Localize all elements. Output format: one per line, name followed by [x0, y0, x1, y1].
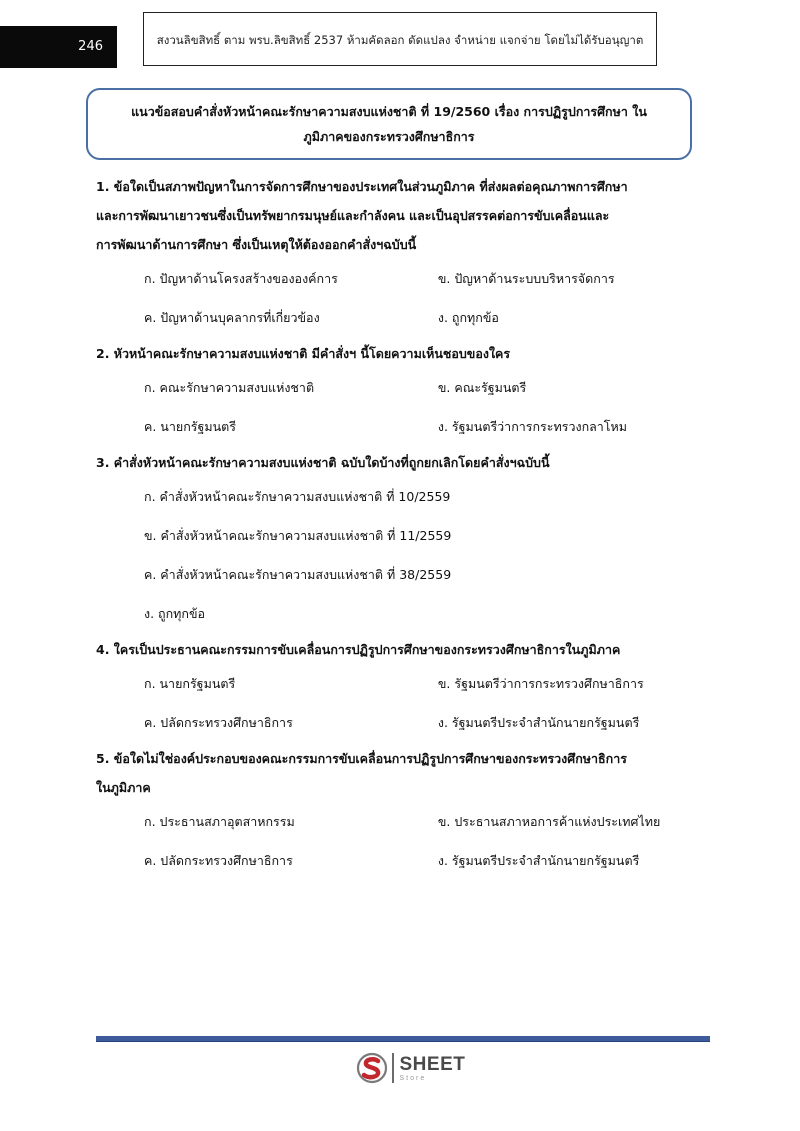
choice-d[interactable]: ง. รัฐมนตรีประจำสำนักนายกรัฐมนตรี [437, 714, 640, 730]
question-1-line-2: และการพัฒนาเยาวชนซึ่งเป็นทรัพยากรมนุษย์และกำลังคน และเป็นอุปสรรคต่อการขับเคลื่อนและ [96, 208, 610, 223]
choice-a[interactable]: ก. ประธานสภาอุตสาหกรรม [144, 813, 295, 829]
question-1-choices [96, 259, 696, 337]
question-2 [96, 339, 696, 446]
question-2-choices [96, 368, 696, 446]
question-5 [96, 744, 696, 880]
choice-d[interactable]: ง. รัฐมนตรีประจำสำนักนายกรัฐมนตรี [437, 852, 640, 868]
s-logo-icon [356, 1052, 388, 1084]
question-1 [96, 172, 696, 337]
title-line-2: ภูมิภาคของกระทรวงศึกษาธิการ [303, 129, 475, 144]
question-5-line-2: ในภูมิภาค [96, 780, 151, 795]
question-3 [96, 448, 696, 633]
document-title-box [86, 88, 692, 160]
question-2-line-1: 2. หัวหน้าคณะรักษาความสงบแห่งชาติ มีคำสั่งฯ นี้โดยความเห็นชอบของใคร [96, 346, 511, 361]
choice-b[interactable]: ข. ปัญหาด้านระบบบริหารจัดการ [437, 270, 615, 286]
choice-a[interactable]: ก. คณะรักษาความสงบแห่งชาติ [144, 379, 315, 395]
question-5-line-1: 5. ข้อใดไม่ใช่องค์ประกอบของคณะกรรมการขับเคลื่อนการปฏิรูปการศึกษาของกระทรวงศึกษาธิการ [96, 751, 627, 766]
choice-c[interactable]: ค. คำสั่งหัวหน้าคณะรักษาความสงบแห่งชาติ ที่ 38/2559 [144, 566, 452, 582]
choice-c[interactable]: ค. ปลัดกระทรวงศึกษาธิการ [144, 714, 293, 730]
question-1-line-3: การพัฒนาด้านการศึกษา ซึ่งเป็นเหตุให้ต้องออกคำสั่งฯฉบับนี้ [96, 237, 417, 252]
choice-c[interactable]: ค. ปลัดกระทรวงศึกษาธิการ [144, 852, 293, 868]
choice-d[interactable]: ง. ถูกทุกข้อ [437, 309, 499, 325]
choice-d[interactable]: ง. รัฐมนตรีว่าการกระทรวงกลาโหม [437, 418, 628, 434]
copyright-notice [143, 12, 657, 66]
choice-b[interactable]: ข. คณะรัฐมนตรี [437, 379, 527, 395]
question-4-line-1: 4. ใครเป็นประธานคณะกรรมการขับเคลื่อนการปฏิรูปการศึกษาของกระทรวงศึกษาธิการในภูมิภาค [96, 642, 621, 657]
copyright-text: สงวนลิขสิทธิ์ ตาม พรบ.ลิขสิทธิ์ 2537 ห้ามคัดลอก ดัดแปลง จำหน่าย แจกจ่าย โดยไม่ได้รับอนุญาต [156, 33, 644, 47]
choice-b[interactable]: ข. ประธานสภาหอการค้าแห่งประเทศไทย [437, 813, 661, 829]
choice-b[interactable]: ข. คำสั่งหัวหน้าคณะรักษาความสงบแห่งชาติ ที่ 11/2559 [144, 527, 452, 543]
choice-c[interactable]: ค. ปัญหาด้านบุคลากรที่เกี่ยวข้อง [144, 309, 320, 325]
question-4-choices [96, 664, 696, 742]
choice-a[interactable]: ก. คำสั่งหัวหน้าคณะรักษาความสงบแห่งชาติ ที่ 10/2559 [144, 488, 451, 504]
choice-c[interactable]: ค. นายกรัฐมนตรี [144, 418, 236, 434]
question-list [96, 172, 696, 882]
choice-a[interactable]: ก. นายกรัฐมนตรี [144, 675, 236, 691]
question-1-line-1: 1. ข้อใดเป็นสภาพปัญหาในการจัดการศึกษาของประเทศในส่วนภูมิภาค ที่ส่งผลต่อคุณภาพการศึกษา [96, 179, 628, 194]
page-number: 246 [0, 26, 117, 68]
choice-b[interactable]: ข. รัฐมนตรีว่าการกระทรวงศึกษาธิการ [437, 675, 644, 691]
sheet-store-logo [356, 1050, 465, 1086]
question-3-choices [96, 477, 696, 633]
question-3-line-1: 3. คำสั่งหัวหน้าคณะรักษาความสงบแห่งชาติ ฉบับใดบ้างที่ถูกยกเลิกโดยคำสั่งฯฉบับนี้ [96, 455, 550, 470]
question-4 [96, 635, 696, 742]
logo-divider [392, 1053, 394, 1083]
choice-d[interactable]: ง. ถูกทุกข้อ [144, 605, 206, 621]
title-line-1: แนวข้อสอบคำสั่งหัวหน้าคณะรักษาความสงบแห่งชาติ ที่ 19/2560 เรื่อง การปฏิรูปการศึกษา ใน [131, 104, 647, 119]
choice-a[interactable]: ก. ปัญหาด้านโครงสร้างขององค์การ [144, 270, 338, 286]
logo-wordmark [400, 1055, 466, 1082]
footer-rule [96, 1036, 710, 1042]
question-5-choices [96, 802, 696, 880]
logo-sub: Store [399, 1074, 427, 1082]
logo-word: SHEET [399, 1053, 466, 1075]
